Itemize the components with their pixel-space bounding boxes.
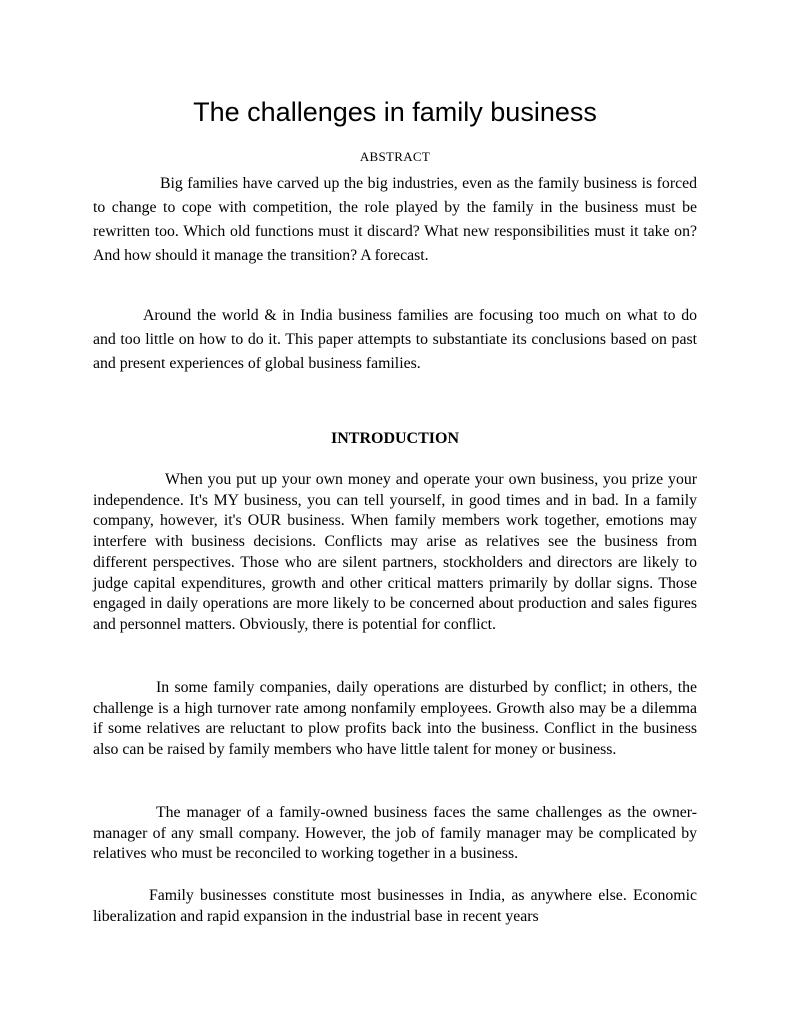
- introduction-paragraph-2: In some family companies, daily operations are disturbed by conflict; in others, the challenge is a high turnover rate among nonfamily employees. Growth also may be a dilemma if some relatives are reluctant to plow profits back into the business. Conflict in the business also can be raised by family members who have little talent for money or business.: [93, 679, 697, 759]
- introduction-paragraph-4: Family businesses constitute most businesses in India, as anywhere else. Economic liberalization and rapid expansion in the industrial base in recent years: [93, 887, 697, 925]
- abstract-label: ABSTRACT: [359, 149, 431, 164]
- introduction-paragraph-1: When you put up your own money and operate your own business, you prize your independence. It's MY business, you can tell yourself, in good times and in bad. In a family company, however, it's OUR business. When family members work together, emotions may interfere with business decisions. Conflicts may arise as relatives see the business from different perspectives. Those who are silent partners, stockholders and directors are likely to judge capital expenditures, growth and other critical matters primarily by dollar signs. Those engaged in daily operations are more likely to be concerned about production and sales figures and personnel matters. Obviously, there is potential for conflict.: [93, 471, 697, 633]
- abstract-paragraph-2: Around the world & in India business families are focusing too much on what to do and too little on how to do it. This paper attempts to substantiate its conclusions based on past and present experiences of global business families.: [93, 307, 697, 372]
- introduction-paragraph-3: The manager of a family-owned business faces the same challenges as the owner-manager of any small company. However, the job of family manager may be complicated by relatives who must be reconciled to working together in a business.: [93, 804, 697, 863]
- document-title: The challenges in family business: [193, 97, 597, 127]
- abstract-paragraph-1: Big families have carved up the big industries, even as the family business is forced to change to cope with competition, the role played by the family in the business must be rewritten too. Which old functions must it discard? What new responsibilities must it take on? And how should it manage the transition? A forecast.: [93, 175, 697, 264]
- introduction-heading: INTRODUCTION: [330, 430, 459, 447]
